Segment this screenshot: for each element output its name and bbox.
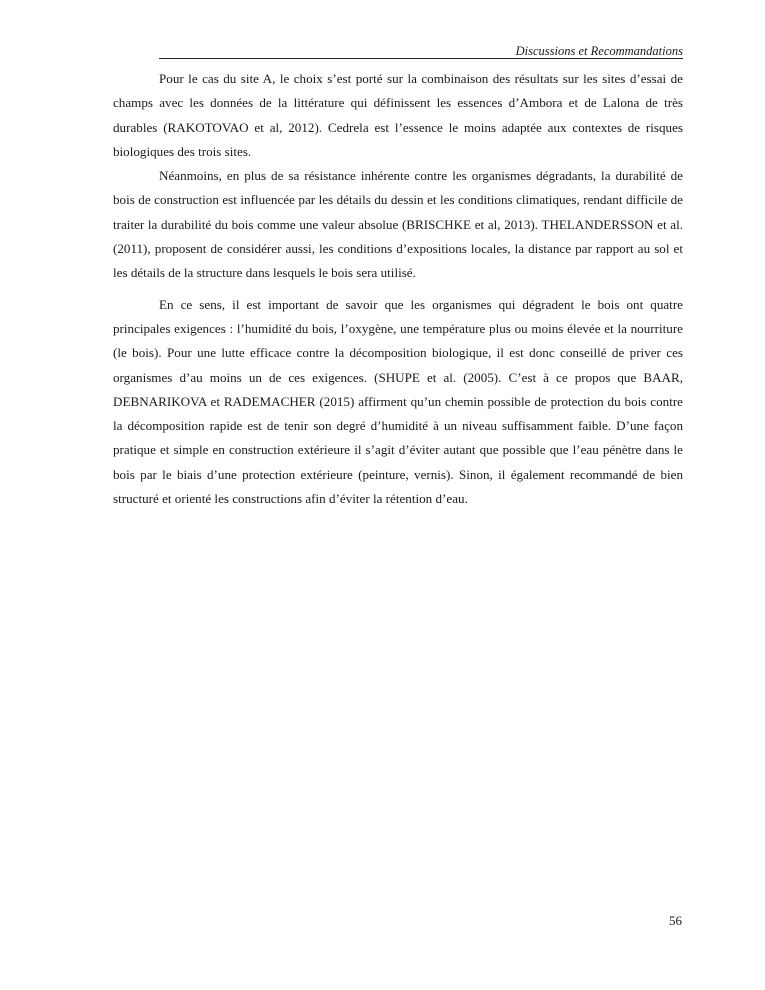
paragraph-3: En ce sens, il est important de savoir que les organismes qui dégradent le bois ont quatre principales exigences : l’humidité du bois, l’oxygène, une température plus ou moins élevée et la nourriture (le bois). Pour une lutte efficace contre la décomposition biologique, il est donc conseillé de priver ces organismes d’au moins un de ces exigences. (SHUPE et al. (2005). C’est à ce propos que BAAR, DEBNARIKOVA et RADEMACHER (2015) affirment qu’un chemin possible de protection du bois contre la décomposition rapide est de tenir son degré d’humidité à un niveau suffisamment faible. D’une façon pratique et simple en construction extérieure il s’agit d’éviter autant que possible que l’eau pénètre dans le bois par le biais d’une protection extérieure (peinture, vernis). Sinon, il également recommandé de bien structuré et orienté les constructions afin d’éviter la rétention d’eau. [113,296,683,507]
running-header [159,44,683,59]
page-number: 56 [669,913,682,928]
body-text [113,67,683,511]
paragraph-1: Pour le cas du site A, le choix s’est porté sur la combinaison des résultats sur les sites d’essai de champs avec les données de la littérature qui définissent les essences d’Ambora et de Lalona de très durables (RAKOTOVAO et al, 2012). Cedrela est l’essence le moins adaptée aux contextes de risques biologiques des trois sites. [113,71,683,159]
paragraph-2: Néanmoins, en plus de sa résistance inhérente contre les organismes dégradants, la durabilité de bois de construction est influencée par les détails du dessin et les conditions climatiques, rendant difficile de traiter la durabilité du bois comme une valeur absolue (BRISCHKE et al, 2013). THELANDERSSON et al. (2011), proposent de considérer aussi, les conditions d’expositions locales, la distance par rapport au sol et les détails de la structure dans lesquels le bois sera utilisé. [113,168,683,281]
header-title: Discussions et Recommandations [515,44,683,58]
